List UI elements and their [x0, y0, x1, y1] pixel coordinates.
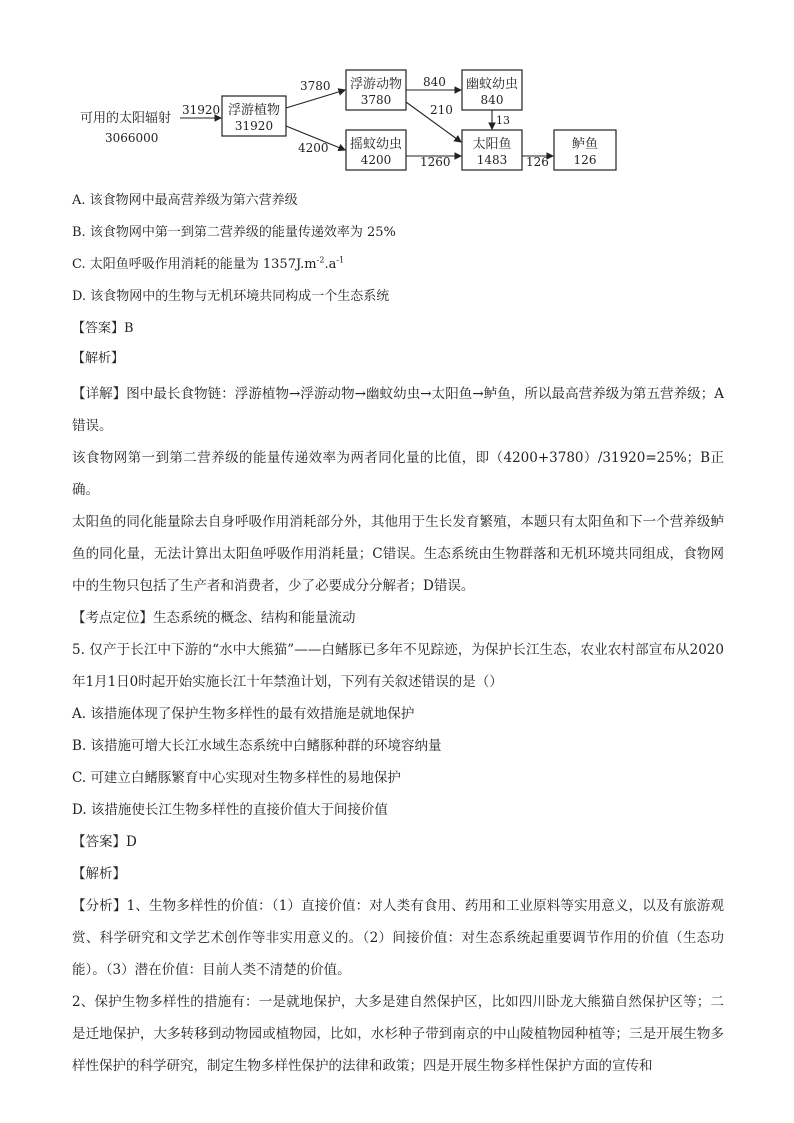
node-name: 鲈鱼	[571, 137, 599, 152]
q5-option-b: B. 该措施可增大长江水域生态系统中白鳍豚种群的环境容纳量	[72, 738, 442, 754]
q5-fenxi: 【分析】1、生物多样性的价值：（1）直接价值：对人类有食用、药用和工业原料等实用意义，以及有旅游观赏、科学研究和文学艺术创作等非实用意义的。（2）间接价值：对生态系统起重要调节作用的价值（生态功能）。（3）潜在价值：目前人类不清楚的价值。	[72, 898, 724, 978]
edge-label: 13	[496, 114, 510, 127]
node-name: 浮游动物	[349, 77, 403, 92]
q5-analysis-tag: 【解析】	[72, 866, 126, 882]
q4-detail-2: 该食物网第一到第二营养级的能量传递效率为两者同化量的比值，即（4200+3780）/31920=25%；B正确。	[72, 450, 724, 498]
node-value: 3780	[360, 93, 392, 107]
q4-detail: 【详解】图中最长食物链：浮游植物→浮游动物→幽蚊幼虫→太阳鱼→鲈鱼，所以最高营养级为第五营养级；A错误。	[72, 386, 724, 434]
node-name: 浮游植物	[227, 103, 281, 118]
edge-label: 4200	[298, 141, 329, 155]
option-c-unit: .a	[324, 257, 337, 272]
q4-option-a: A. 该食物网中最高营养级为第六营养级	[72, 193, 298, 208]
q4-detail-3: 太阳鱼的同化能量除去自身呼吸作用消耗部分外，其他用于生长发育繁殖，本题只有太阳鱼和下一个营养级鲈鱼的同化量，无法计算出太阳鱼呼吸作用消耗量；C错误。生态系统由生物群落和无机环境共同组成，食物网中的生物只包括了生产者和消费者，少了必要成分分解者；D错误。	[72, 514, 724, 594]
q4-option-b: B. 该食物网中第一到第二营养级的能量传递效率为 25%	[72, 225, 396, 240]
q5-option-c: C. 可建立白鳍豚繁育中心实现对生物多样性的易地保护	[72, 770, 401, 786]
node-name: 摇蚊幼虫	[349, 137, 403, 152]
superscript: -1	[336, 255, 345, 265]
q5-answer: 【答案】D	[72, 834, 137, 850]
edge-label: 3780	[300, 79, 331, 93]
edge-label: 840	[423, 75, 446, 89]
q5-stem: 5. 仅产于长江中下游的“水中大熊猫”——白鳍豚已多年不见踪迹，为保护长江生态，农业农村部宣布从2020年1月1日0时起开始实施长江十年禁渔计划，下列有关叙述错误的是（）	[72, 642, 724, 690]
node-name: 太阳鱼	[472, 137, 512, 152]
source-label: 可用的太阳辐射	[80, 111, 172, 126]
node-midge-larva	[346, 130, 406, 170]
node-value: 4200	[360, 153, 392, 167]
node-value: 31920	[234, 119, 274, 133]
q4-kaodian: 【考点定位】生态系统的概念、结构和能量流动	[72, 610, 356, 626]
node-value: 840	[480, 93, 504, 107]
q4-analysis-tag: 【解析】	[72, 351, 125, 366]
option-c-text: C. 太阳鱼呼吸作用消耗的能量为 1357J.m	[72, 257, 317, 272]
q5-option-d: D. 该措施使长江生物多样性的直接价值大于间接价值	[72, 802, 388, 818]
node-name: 幽蚊幼虫	[465, 77, 519, 92]
food-web-diagram	[70, 62, 630, 180]
source-value: 3066000	[105, 131, 159, 145]
node-perch	[554, 130, 616, 170]
node-value: 1483	[476, 153, 508, 167]
q5-fenxi-2: 2、保护生物多样性的措施有：一是就地保护，大多是建自然保护区，比如四川卧龙大熊猫自然保护区等；二是迁地保护，大多转移到动物园或植物园，比如，水杉种子带到南京的中山陵植物园种植等；三是开展生物多样性保护的科学研究，制定生物多样性保护的法律和政策；四是开展生物多样性保护方面的宣传和	[72, 994, 724, 1074]
node-sunfish	[462, 130, 522, 170]
q4-option-c	[72, 254, 724, 276]
edge-label: 126	[526, 155, 549, 169]
node-value: 126	[573, 153, 597, 167]
edge-label: 31920	[182, 103, 221, 117]
edge-label: 210	[430, 103, 453, 117]
node-phytoplankton	[222, 96, 286, 136]
superscript: -2	[316, 255, 325, 265]
q4-option-d: D. 该食物网中的生物与无机环境共同构成一个生态系统	[72, 289, 390, 304]
q5-option-a: A. 该措施体现了保护生物多样性的最有效措施是就地保护	[72, 706, 415, 722]
node-zooplankton	[346, 70, 406, 110]
node-chaoborus-larva	[462, 70, 522, 110]
q4-answer: 【答案】B	[72, 321, 134, 336]
page-content	[72, 190, 724, 1082]
edge-label: 1260	[420, 155, 451, 169]
